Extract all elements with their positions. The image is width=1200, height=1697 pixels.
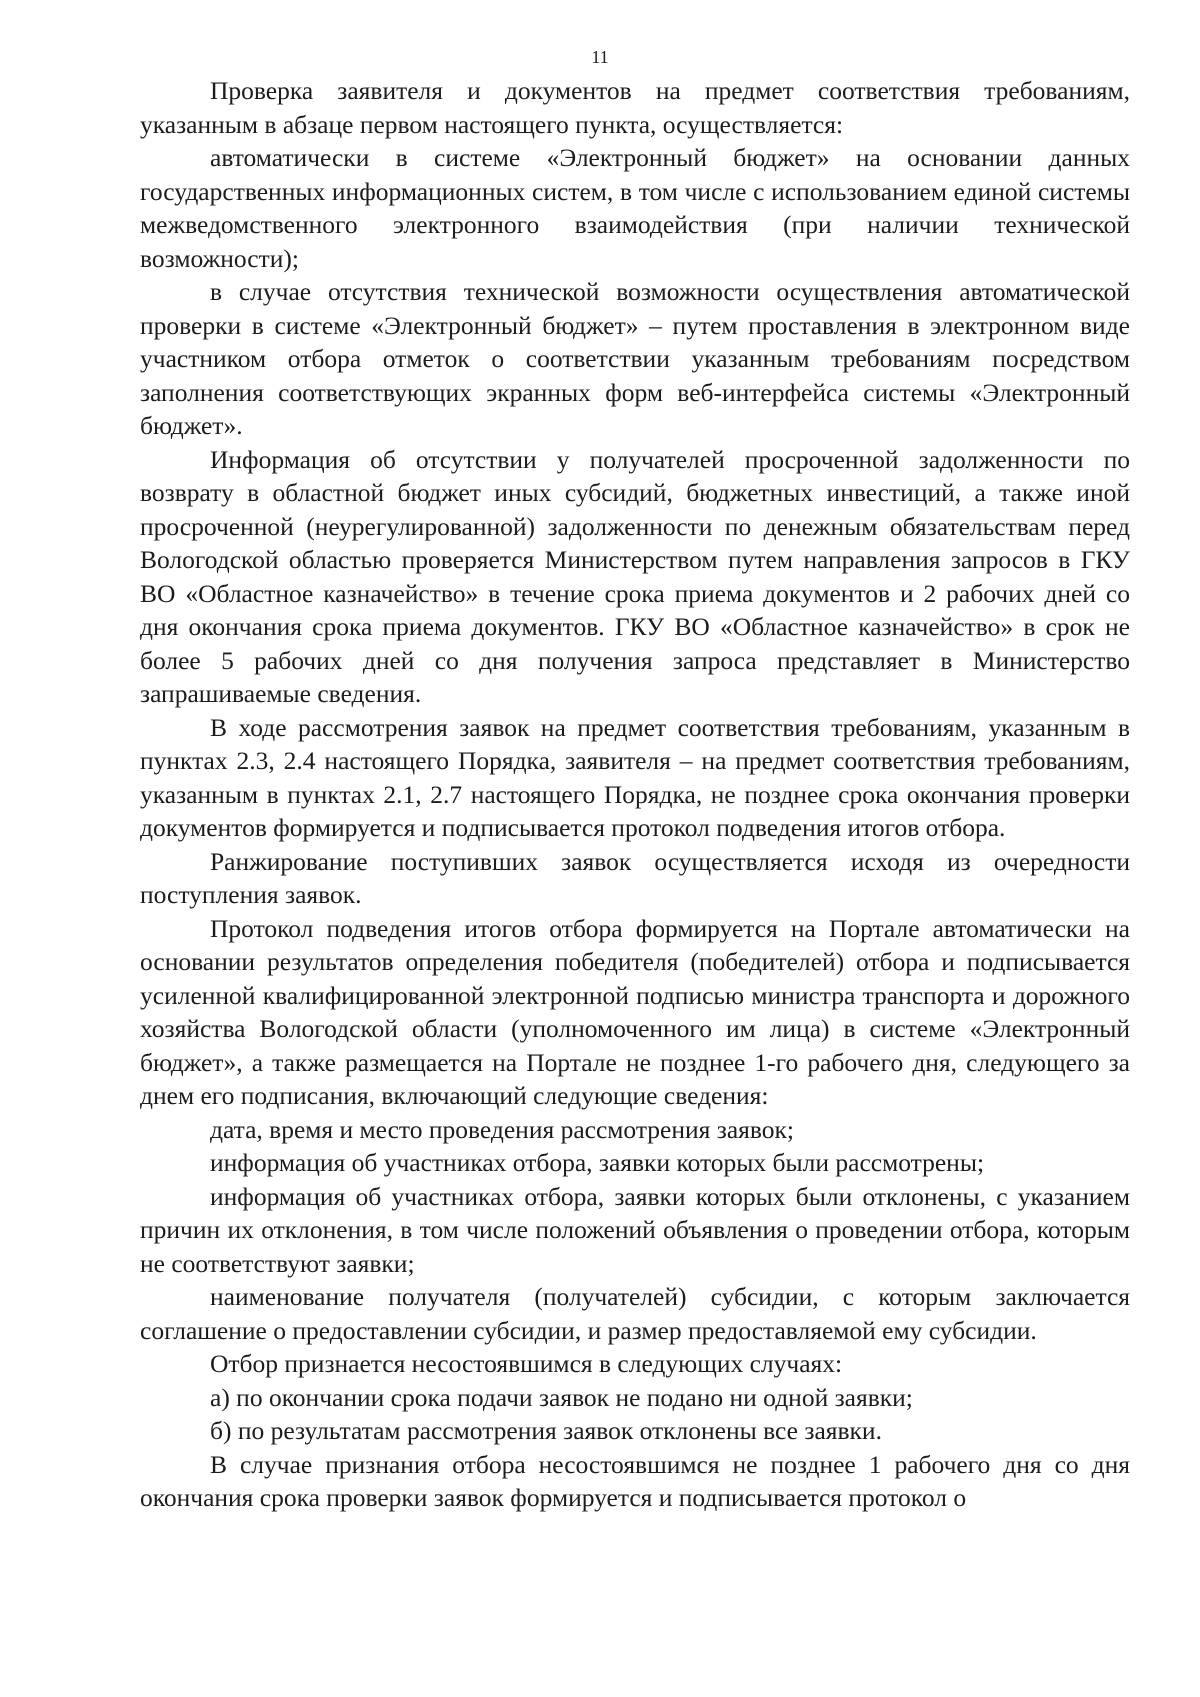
paragraph-ranking: Ранжирование поступивших заявок осуществляется исходя из очередности поступления заявок. xyxy=(140,846,1130,909)
paragraph-results-protocol: Протокол подведения итогов отбора формируется на Портале автоматически на основании результатов определения победителя (победителей) отбора и подписывается усиленной квалифицированной электронной подписью министра транспорта и дорожного хозяйства Вологодской области (уполномоченного им лица) в системе «Электронный бюджет», а также размещается на Портале не позднее 1-го рабочего дня, следующего за днем его подписания, включающий следующие сведения: xyxy=(140,913,1130,1110)
list-item-no-applications: а) по окончании срока подачи заявок не подано ни одной заявки; xyxy=(210,1382,913,1412)
paragraph-verification-intro: Проверка заявителя и документов на предмет соответствия требованиям, указанным в абзаце первом настоящего пункта, осуществляется: xyxy=(140,76,1130,139)
list-item-subsidy-recipient: наименование получателя (получателей) субсидии, с которым заключается соглашение о предоставлении субсидии, и размер предоставляемой ему субсидии. xyxy=(140,1282,1130,1345)
paragraph-automatic-check: автоматически в системе «Электронный бюджет» на основании данных государственных информационных систем, в том числе с использованием единой системы межведомственного электронного взаимодействия (при наличии технической возможности); xyxy=(140,143,1130,273)
list-item-date-time-place: дата, время и место проведения рассмотрения заявок; xyxy=(210,1114,794,1144)
document-body xyxy=(140,74,1130,1515)
paragraph-manual-check: в случае отсутствия технической возможности осуществления автоматической проверки в системе «Электронный бюджет» – путем проставления в электронном виде участником отбора отметок о соответствии указанным требованиям посредством заполнения соответствующих экранных форм веб-интерфейса системы «Электронный бюджет». xyxy=(140,277,1130,440)
list-item-rejected-participants: информация об участниках отбора, заявки которых были отклонены, с указанием причин их отклонения, в том числе положений объявления о проведении отбора, которым не соответствуют заявки; xyxy=(140,1181,1130,1278)
list-item-all-rejected: б) по результатам рассмотрения заявок отклонены все заявки. xyxy=(210,1416,882,1445)
paragraph-failed-protocol: В случае признания отбора несостоявшимся не позднее 1 рабочего дня со дня окончания срока проверки заявок формируется и подписывается протокол о xyxy=(140,1449,1130,1512)
paragraph-failed-selection: Отбор признается несостоявшимся в следующих случаях: xyxy=(210,1349,843,1378)
page-number: 11 xyxy=(591,47,609,67)
paragraph-review-protocol: В ходе рассмотрения заявок на предмет соответствия требованиям, указанным в пунктах 2.3, 2.4 настоящего Порядка, заявителя – на предмет соответствия требованиям, указанным в пунктах 2.1, 2.7 настоящего Порядка, не позднее срока окончания проверки документов формируется и подписывается протокол подведения итогов отбора. xyxy=(140,712,1130,842)
paragraph-debt-information: Информация об отсутствии у получателей просроченной задолженности по возврату в областной бюджет иных субсидий, бюджетных инвестиций, а также иной просроченной (неурегулированной) задолженности по денежным обязательствам перед Вологодской областью проверяется Министерством путем направления запросов в ГКУ ВО «Областное казначейство» в течение срока приема документов и 2 рабочих дней со дня окончания срока приема документов. ГКУ ВО «Областное казначейство» в срок не более 5 рабочих дней со дня получения запроса представляет в Министерство запрашиваемые сведения. xyxy=(140,444,1130,708)
list-item-reviewed-participants: информация об участниках отбора, заявки которых были рассмотрены; xyxy=(210,1148,985,1177)
